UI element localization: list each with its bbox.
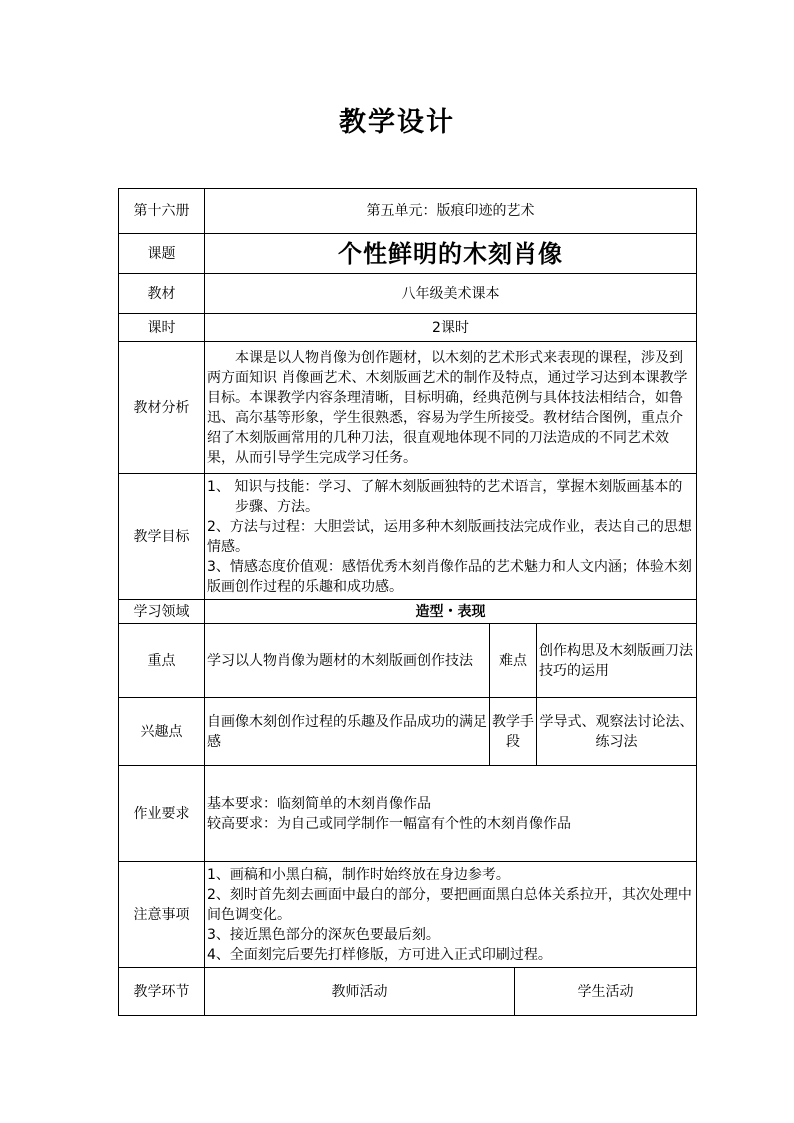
goal-item: 2、方法与过程：大胆尝试，运用多种木刻版画技法完成作业，表达自己的思想情感。 bbox=[207, 518, 692, 555]
note-item: 4、全面刻完后要先打样修版，方可进入正式印刷过程。 bbox=[207, 946, 552, 963]
difficulty-label: 难点 bbox=[490, 624, 537, 698]
analysis-cell bbox=[205, 342, 697, 474]
hours-label: 课时 bbox=[119, 314, 205, 342]
row-hours bbox=[119, 314, 697, 342]
volume-cell: 第十六册 bbox=[119, 189, 205, 234]
key-value: 学习以人物肖像为题材的木刻版画创作技法 bbox=[205, 624, 490, 698]
notes-cell bbox=[205, 862, 697, 968]
notes-label: 注意事项 bbox=[119, 862, 205, 968]
row-analysis bbox=[119, 342, 697, 474]
material-label: 教材 bbox=[119, 274, 205, 314]
topic-label: 课题 bbox=[119, 234, 205, 274]
goals-label: 教学目标 bbox=[119, 474, 205, 600]
student-activity-header: 学生活动 bbox=[515, 968, 697, 1016]
hours-value: 2课时 bbox=[205, 314, 697, 342]
analysis-label: 教材分析 bbox=[119, 342, 205, 474]
lesson-plan-table bbox=[118, 188, 697, 1016]
goal-item: 3、情感态度价值观：感悟优秀木刻肖像作品的艺术魅力和人文内涵；体验木刻版画创作过程的乐趣和成功感。 bbox=[207, 558, 692, 595]
row-homework bbox=[119, 766, 697, 862]
page-title: 教学设计 bbox=[339, 107, 455, 138]
analysis-text: 本课是以人物肖像为创作题材，以木刻的艺术形式来表现的课程，涉及到两方面知识 肖像画艺术、木刻版画艺术的制作及特点，通过学习达到本课教学目标。本课教学内容条理清晰，目标明确，经典范例与具体技法相结合，如鲁迅、高尔基等形象，学生很熟悉，容易为学生所接受。教材结合图例，重点介绍了木刻版画常用的几种刀法，很直观地体现不同的刀法造成的不同艺术效果，从而引导学生完成学习任务。 bbox=[207, 349, 688, 466]
topic-value: 个性鲜明的木刻肖像 bbox=[205, 234, 697, 274]
interest-value: 自画像木刻创作过程的乐趣及作品成功的满足感 bbox=[205, 698, 490, 766]
homework-item: 较高要求：为自己或同学制作一幅富有个性的木刻肖像作品 bbox=[207, 815, 571, 832]
homework-label: 作业要求 bbox=[119, 766, 205, 862]
row-topic bbox=[119, 234, 697, 274]
homework-item: 基本要求：临刻简单的木刻肖像作品 bbox=[207, 795, 431, 812]
row-goals bbox=[119, 474, 697, 600]
row-key bbox=[119, 624, 697, 698]
difficulty-value: 创作构思及木刻版画刀法技巧的运用 bbox=[537, 624, 697, 698]
interest-label: 兴趣点 bbox=[119, 698, 205, 766]
row-stage bbox=[119, 968, 697, 1016]
note-item: 1、画稿和小黑白稿，制作时始终放在身边参考。 bbox=[207, 866, 510, 883]
row-material bbox=[119, 274, 697, 314]
row-interest bbox=[119, 698, 697, 766]
key-label: 重点 bbox=[119, 624, 205, 698]
goals-cell bbox=[205, 474, 697, 600]
means-value: 学导式、观察法讨论法、练习法 bbox=[537, 698, 697, 766]
domain-label: 学习领域 bbox=[119, 600, 205, 624]
row-domain bbox=[119, 600, 697, 624]
teacher-activity-header: 教师活动 bbox=[205, 968, 515, 1016]
homework-cell bbox=[205, 766, 697, 862]
row-notes bbox=[119, 862, 697, 968]
note-item: 3、接近黑色部分的深灰色要最后刻。 bbox=[207, 926, 440, 943]
material-value: 八年级美术课本 bbox=[205, 274, 697, 314]
means-label: 教学手段 bbox=[490, 698, 537, 766]
domain-value: 造型・表现 bbox=[205, 600, 697, 624]
note-item: 2、刻时首先刻去画面中最白的部分，要把画面黑白总体关系拉开，其次处理中间色调变化。 bbox=[207, 886, 692, 923]
row-volume bbox=[119, 189, 697, 234]
stage-label: 教学环节 bbox=[119, 968, 205, 1016]
goal-item: 1、 知识与技能：学习、了解木刻版画独特的艺术语言，掌握木刻版画基本的步骤、方法。 bbox=[207, 478, 683, 515]
unit-cell: 第五单元：版痕印迹的艺术 bbox=[205, 189, 697, 234]
